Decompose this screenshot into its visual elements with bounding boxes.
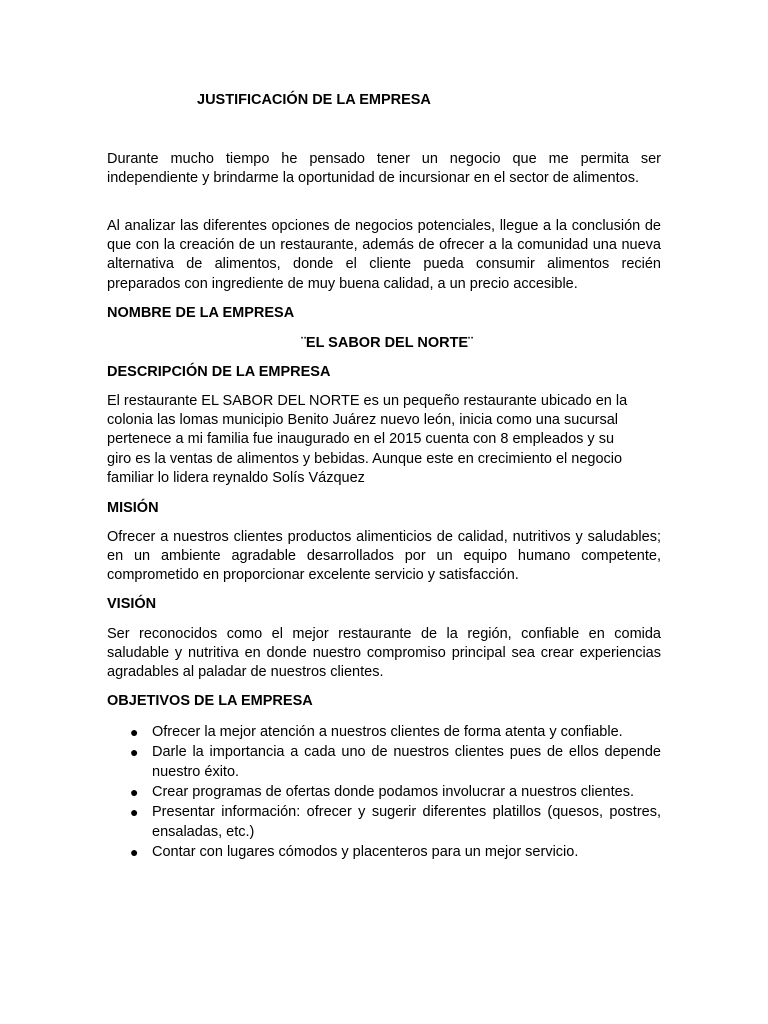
- descripcion-line: pertenece a mi familia fue inaugurado en el 2015 cuenta con 8 empleados y su: [107, 431, 615, 448]
- descripcion-heading: DESCRIPCIÓN DE LA EMPRESA: [107, 364, 331, 380]
- descripcion-line: familiar lo lidera reynaldo Solís Vázquez: [107, 469, 365, 486]
- objectives-list: [107, 722, 661, 862]
- intro-paragraph-2: Al analizar las diferentes opciones de negocios potenciales, llegue a la conclusión de que con la creación de un restaurante, además de ofrecer a la comunidad una nueva alternativa de alimentos, donde el cliente pueda consumir alimentos recién preparados con ingrediente de muy buena calidad, a un precio accesible.: [107, 218, 661, 292]
- list-item: ● Crear programas de ofertas donde podamos involucrar a nuestros clientes.: [130, 784, 634, 800]
- list-item: ● Darle la importancia a cada uno de nuestros clientes pues de ellos depende nuestro éxito.: [130, 744, 661, 780]
- company-name: ¨EL SABOR DEL NORTE¨: [301, 335, 473, 351]
- nombre-heading: NOMBRE DE LA EMPRESA: [107, 305, 295, 321]
- descripcion-paragraph: [107, 392, 661, 488]
- bullet-icon: ●: [130, 744, 139, 760]
- bullet-icon: ●: [130, 724, 139, 740]
- mision-paragraph: Ofrecer a nuestros clientes productos alimenticios de calidad, nutritivos y saludables; en un ambiente agradable desarrollados por un equipo humano competente, comprometido en proporcionar excelente servicio y satisfacción.: [107, 529, 661, 584]
- vision-paragraph: Ser reconocidos como el mejor restaurante de la región, confiable en comida saludable y nutritiva en donde nuestro compromiso principal sea crear experiencias agradables al paladar de nuestros clientes.: [107, 626, 661, 681]
- vision-heading: VISIÓN: [107, 596, 157, 612]
- document-title: JUSTIFICACIÓN DE LA EMPRESA: [197, 92, 431, 108]
- descripcion-line: giro es la ventas de alimentos y bebidas. Aunque este en crecimiento el negocio: [107, 450, 623, 467]
- bullet-icon: ●: [130, 784, 139, 800]
- descripcion-line: El restaurante EL SABOR DEL NORTE es un pequeño restaurante ubicado en la: [107, 393, 628, 409]
- list-item: ● Ofrecer la mejor atención a nuestros clientes de forma atenta y confiable.: [130, 724, 623, 740]
- list-item: ● Presentar información: ofrecer y sugerir diferentes platillos (quesos, postres, ensaladas, etc.): [130, 804, 661, 840]
- objetivos-heading: OBJETIVOS DE LA EMPRESA: [107, 693, 313, 709]
- intro-paragraph-1: Durante mucho tiempo he pensado tener un negocio que me permita ser independiente y brindarme la oportunidad de incursionar en el sector de alimentos.: [107, 151, 661, 187]
- descripcion-line: colonia las lomas municipio Benito Juárez nuevo león, inicia como una sucursal: [107, 412, 618, 429]
- list-item: ● Contar con lugares cómodos y placenteros para un mejor servicio.: [130, 844, 579, 860]
- mision-heading: MISIÓN: [107, 500, 159, 516]
- bullet-icon: ●: [130, 804, 139, 820]
- bullet-icon: ●: [130, 844, 139, 860]
